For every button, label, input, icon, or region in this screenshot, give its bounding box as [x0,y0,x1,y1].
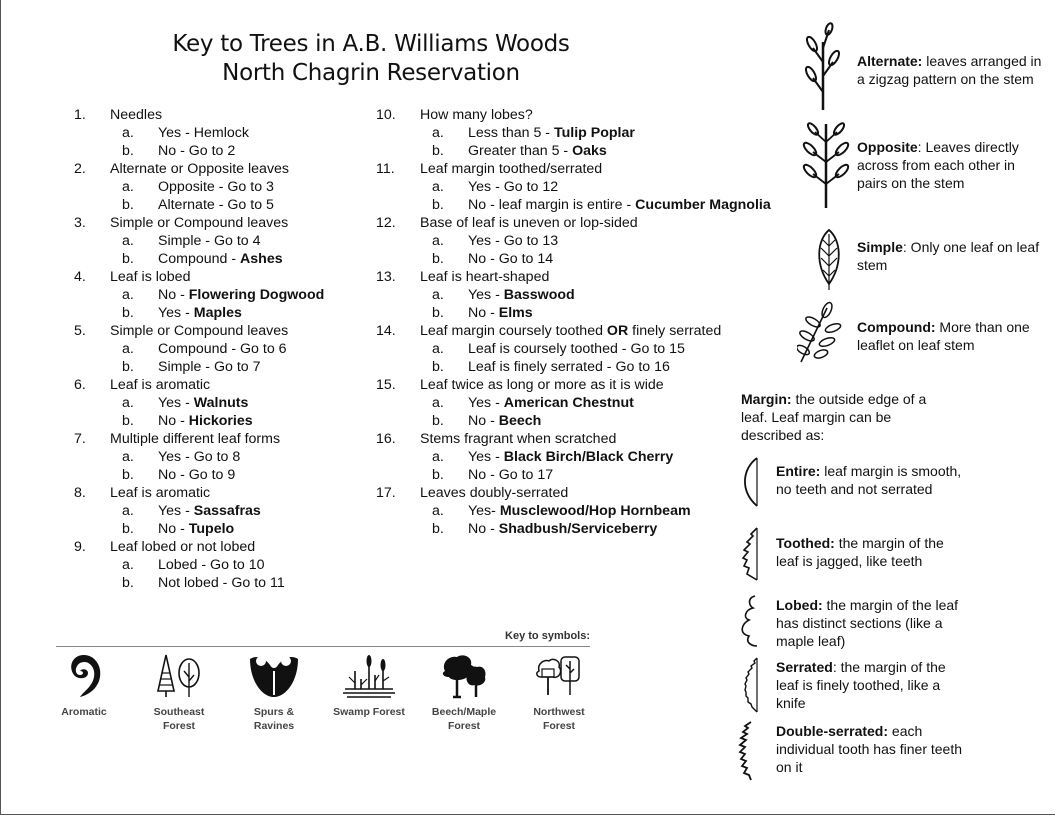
option-tree-name: Musclewood/Hop Hornbeam [499,503,691,519]
option-letter: a. [432,287,444,303]
step-number: 6. [74,377,86,393]
option-answer: Compound - Go to 6 [158,341,287,357]
step-question: Leaf is aromatic [110,485,211,501]
option-answer: Lobed - Go to 10 [158,557,265,573]
option-text [468,466,553,484]
definition-simple: Simple: Only one leaf on leaf stem [801,226,1056,294]
option-text [158,178,274,196]
step-number: 3. [74,215,86,231]
option-answer: No - Go to 2 [158,143,236,159]
option-text [158,196,274,214]
simple-leaf-icon [809,226,849,292]
option-letter: a. [122,233,134,249]
option-text [158,124,249,142]
legend-label-swamp: Swamp Forest [333,706,405,718]
option-answer: No - [468,413,499,429]
option-tree-name: Oaks [572,143,607,159]
option-tree-name: Tupelo [188,521,235,537]
option-answer: No - [158,521,189,537]
term-margin: Margin: [741,391,792,407]
step-question: Multiple different leaf forms [110,431,281,447]
page-title [131,30,611,88]
option-answer: No - [468,521,499,537]
step-question: Leaf is lobed [110,269,191,285]
option-answer: No - [158,413,189,429]
option-letter: b. [122,467,134,483]
option-letter: a. [122,557,134,573]
legend-symbol-spurs [224,651,324,733]
option-tree-name: Cucumber Magnolia [635,197,771,213]
option-tree-name: Sassafras [193,503,261,519]
option-letter: a. [432,179,444,195]
option-answer: Yes - [158,305,194,321]
option-letter: b. [122,575,134,591]
question-text-part: finely serrated [628,323,722,339]
step-question: Leaf lobed or not lobed [110,539,256,555]
option-answer: No - Go to 9 [158,467,236,483]
definition-serrated: Serrated: the margin of the leaf is finely toothed, like a knife [737,656,987,716]
option-tree-name: Hickories [188,413,253,429]
option-text [158,142,235,160]
option-letter: b. [432,143,444,159]
toothed-margin-icon [737,526,763,582]
step-number: 5. [74,323,86,339]
step-number: 14. [376,323,396,339]
option-tree-name: Flowering Dogwood [188,287,325,303]
definition-alternate: Alternate: leaves arranged in a zigzag pattern on the stem [801,22,1056,112]
option-letter: b. [122,305,134,321]
option-answer: Simple - Go to 7 [158,359,261,375]
option-text [158,520,234,538]
double-serrated-margin-icon [733,720,763,782]
option-letter: b. [122,521,134,537]
definition-opposite: Opposite: Leaves directly across from each other in pairs on the stem [801,118,1056,214]
step-number: 8. [74,485,86,501]
step-number: 12. [376,215,396,231]
option-tree-name: Elms [498,305,533,321]
option-letter: a. [122,449,134,465]
definition-entire: Entire: leaf margin is smooth, no teeth and not serrated [737,456,987,512]
step-question: Leaves doubly-serrated [420,485,569,501]
term-toothed: Toothed: [776,535,835,551]
legend-label-northwest: Northwest Forest [533,706,585,732]
option-letter: a. [122,341,134,357]
term-opposite: Opposite [857,139,918,155]
option-text [158,556,264,574]
northwest-forest-icon [533,651,585,701]
legend-symbol-aromatic [34,651,134,719]
question-text-emphasis: OR [606,323,629,339]
option-letter: b. [122,359,134,375]
option-answer: Yes - [158,395,194,411]
option-answer: Opposite - Go to 3 [158,179,274,195]
option-letter: a. [432,125,444,141]
option-text [468,304,533,322]
option-text [158,304,242,322]
option-tree-name: Black Birch/Black Cherry [503,449,674,465]
option-text [468,232,558,250]
option-answer: Less than 5 - [468,125,554,141]
option-answer: Compound - [158,251,241,267]
title-line-2: North Chagrin Reservation [222,60,520,86]
legend-heading: Key to symbols: [505,630,590,642]
option-text [158,448,240,466]
option-letter: b. [432,359,444,375]
option-letter: a. [432,449,444,465]
step-number: 17. [376,485,396,501]
option-text [468,448,673,466]
definition-double-serrated: Double-serrated: each individual tooth has finer teeth on it [733,720,987,784]
step-question: Simple or Compound leaves [110,215,289,231]
option-text [468,412,541,430]
option-text [468,502,691,520]
option-answer: Yes - [468,287,504,303]
option-answer: Yes - Hemlock [158,125,249,141]
option-tree-name: Ashes [240,251,283,267]
step-question: Base of leaf is uneven or lop-sided [420,215,638,231]
option-answer: Alternate - Go to 5 [158,197,274,213]
option-answer: No - Go to 17 [468,467,554,483]
option-text [158,466,235,484]
term-serrated: Serrated [776,659,833,675]
option-answer: No - [468,305,499,321]
option-answer: Yes - [158,503,194,519]
option-letter: b. [432,197,444,213]
option-text [468,286,575,304]
option-tree-name: Basswood [503,287,575,303]
option-letter: a. [122,287,134,303]
option-letter: a. [432,233,444,249]
option-letter: b. [122,143,134,159]
term-entire: Entire: [776,463,821,479]
option-answer: Yes - Go to 13 [468,233,559,249]
swamp-forest-icon [341,651,397,701]
option-letter: b. [432,413,444,429]
option-letter: b. [432,521,444,537]
option-letter: b. [122,413,134,429]
option-letter: a. [432,503,444,519]
option-letter: a. [122,395,134,411]
option-text [158,574,285,592]
step-number: 16. [376,431,396,447]
symbol-legend [56,630,590,737]
definition-lobed: Lobed: the margin of the leaf has distinct sections (like a maple leaf) [737,594,987,654]
step-question: Leaf is aromatic [110,377,211,393]
option-text [158,358,261,376]
legend-symbol-beech-maple [414,651,514,733]
option-letter: b. [122,197,134,213]
option-letter: b. [432,251,444,267]
term-lobed: Lobed: [776,597,823,613]
title-line-1: Key to Trees in A.B. Williams Woods [172,31,570,57]
option-letter: b. [122,251,134,267]
option-tree-name: Shadbush/Serviceberry [498,521,658,537]
step-number: 1. [74,107,86,123]
step-number: 13. [376,269,396,285]
option-answer: No - Go to 14 [468,251,554,267]
option-letter: b. [432,467,444,483]
step-number: 9. [74,539,86,555]
option-tree-name: Maples [193,305,242,321]
option-answer: Yes - [468,449,504,465]
option-letter: b. [432,305,444,321]
option-text [468,178,558,196]
option-tree-name: American Chestnut [503,395,634,411]
option-text [468,340,685,358]
step-question: Leaf twice as long or more as it is wide [420,377,664,393]
option-letter: a. [122,179,134,195]
option-text [158,412,253,430]
legend-label-beech-maple: Beech/Maple Forest [431,706,497,732]
term-simple: Simple [857,239,903,255]
option-text [468,520,657,538]
option-text [158,394,248,412]
option-text [468,142,607,160]
option-answer: Yes - Go to 12 [468,179,559,195]
option-tree-name: Walnuts [193,395,249,411]
option-answer: No - [158,287,189,303]
option-letter: a. [122,125,134,141]
option-text [158,250,283,268]
step-question: Simple or Compound leaves [110,323,289,339]
step-question: Stems fragrant when scratched [420,431,617,447]
option-answer: Yes - Go to 8 [158,449,241,465]
option-text [158,340,287,358]
definition-margin: Margin: the outside edge of a leaf. Leaf margin can be described as: [741,391,927,443]
term-compound: Compound: [857,319,936,335]
option-text [468,250,553,268]
step-number: 2. [74,161,86,177]
legend-label-aromatic: Aromatic [61,706,107,718]
step-question: Alternate or Opposite leaves [110,161,290,177]
beech-maple-forest-icon [439,651,489,701]
step-question: Needles [110,107,163,123]
option-text [468,196,771,214]
option-answer: Leaf is coursely toothed - Go to 15 [468,341,685,357]
step-question [420,322,721,340]
option-letter: a. [432,341,444,357]
option-answer: Yes - [468,395,504,411]
option-letter: a. [432,395,444,411]
option-tree-name: Tulip Poplar [553,125,635,141]
step-number: 15. [376,377,396,393]
legend-symbol-southeast [129,651,229,733]
option-answer: Simple - Go to 4 [158,233,261,249]
step-number: 11. [376,161,395,177]
option-answer: Yes- [468,503,500,519]
option-tree-name: Beech [498,413,542,429]
option-letter: a. [122,503,134,519]
option-text [158,286,324,304]
step-question: How many lobes? [420,107,533,123]
serrated-margin-icon [737,656,763,714]
lobed-margin-icon [737,594,763,648]
option-text [158,232,261,250]
option-text [468,394,634,412]
option-text [468,124,635,142]
legend-label-southeast: Southeast Forest [153,706,205,732]
alternate-leaves-icon [801,22,845,112]
option-answer: No - leaf margin is entire - [468,197,636,213]
aromatic-icon [62,651,106,701]
entire-margin-icon [737,456,763,508]
option-text [468,358,670,376]
question-text-part: Leaf margin coursely toothed [420,323,607,339]
term-double-serrated: Double-serrated: [776,723,889,739]
southeast-forest-icon [154,651,204,701]
compound-leaf-icon [797,300,857,366]
option-answer: Leaf is finely serrated - Go to 16 [468,359,670,375]
definition-compound: Compound: More than one leaflet on leaf stem [797,300,1056,370]
legend-symbol-swamp [319,651,419,719]
option-answer: Not lobed - Go to 11 [158,575,285,591]
step-number: 7. [74,431,86,447]
step-number: 10. [376,107,396,123]
option-answer: Greater than 5 - [468,143,573,159]
opposite-leaves-icon [801,118,851,210]
option-text [158,502,261,520]
definition-toothed: Toothed: the margin of the leaf is jagged, like teeth [737,526,987,584]
term-alternate: Alternate: [857,53,923,69]
legend-symbol-northwest [509,651,609,733]
legend-label-spurs: Spurs & Ravines [253,706,295,732]
spurs-ravines-icon [248,651,300,701]
step-question: Leaf is heart-shaped [420,269,550,285]
step-number: 4. [74,269,86,285]
step-question: Leaf margin toothed/serrated [420,161,603,177]
